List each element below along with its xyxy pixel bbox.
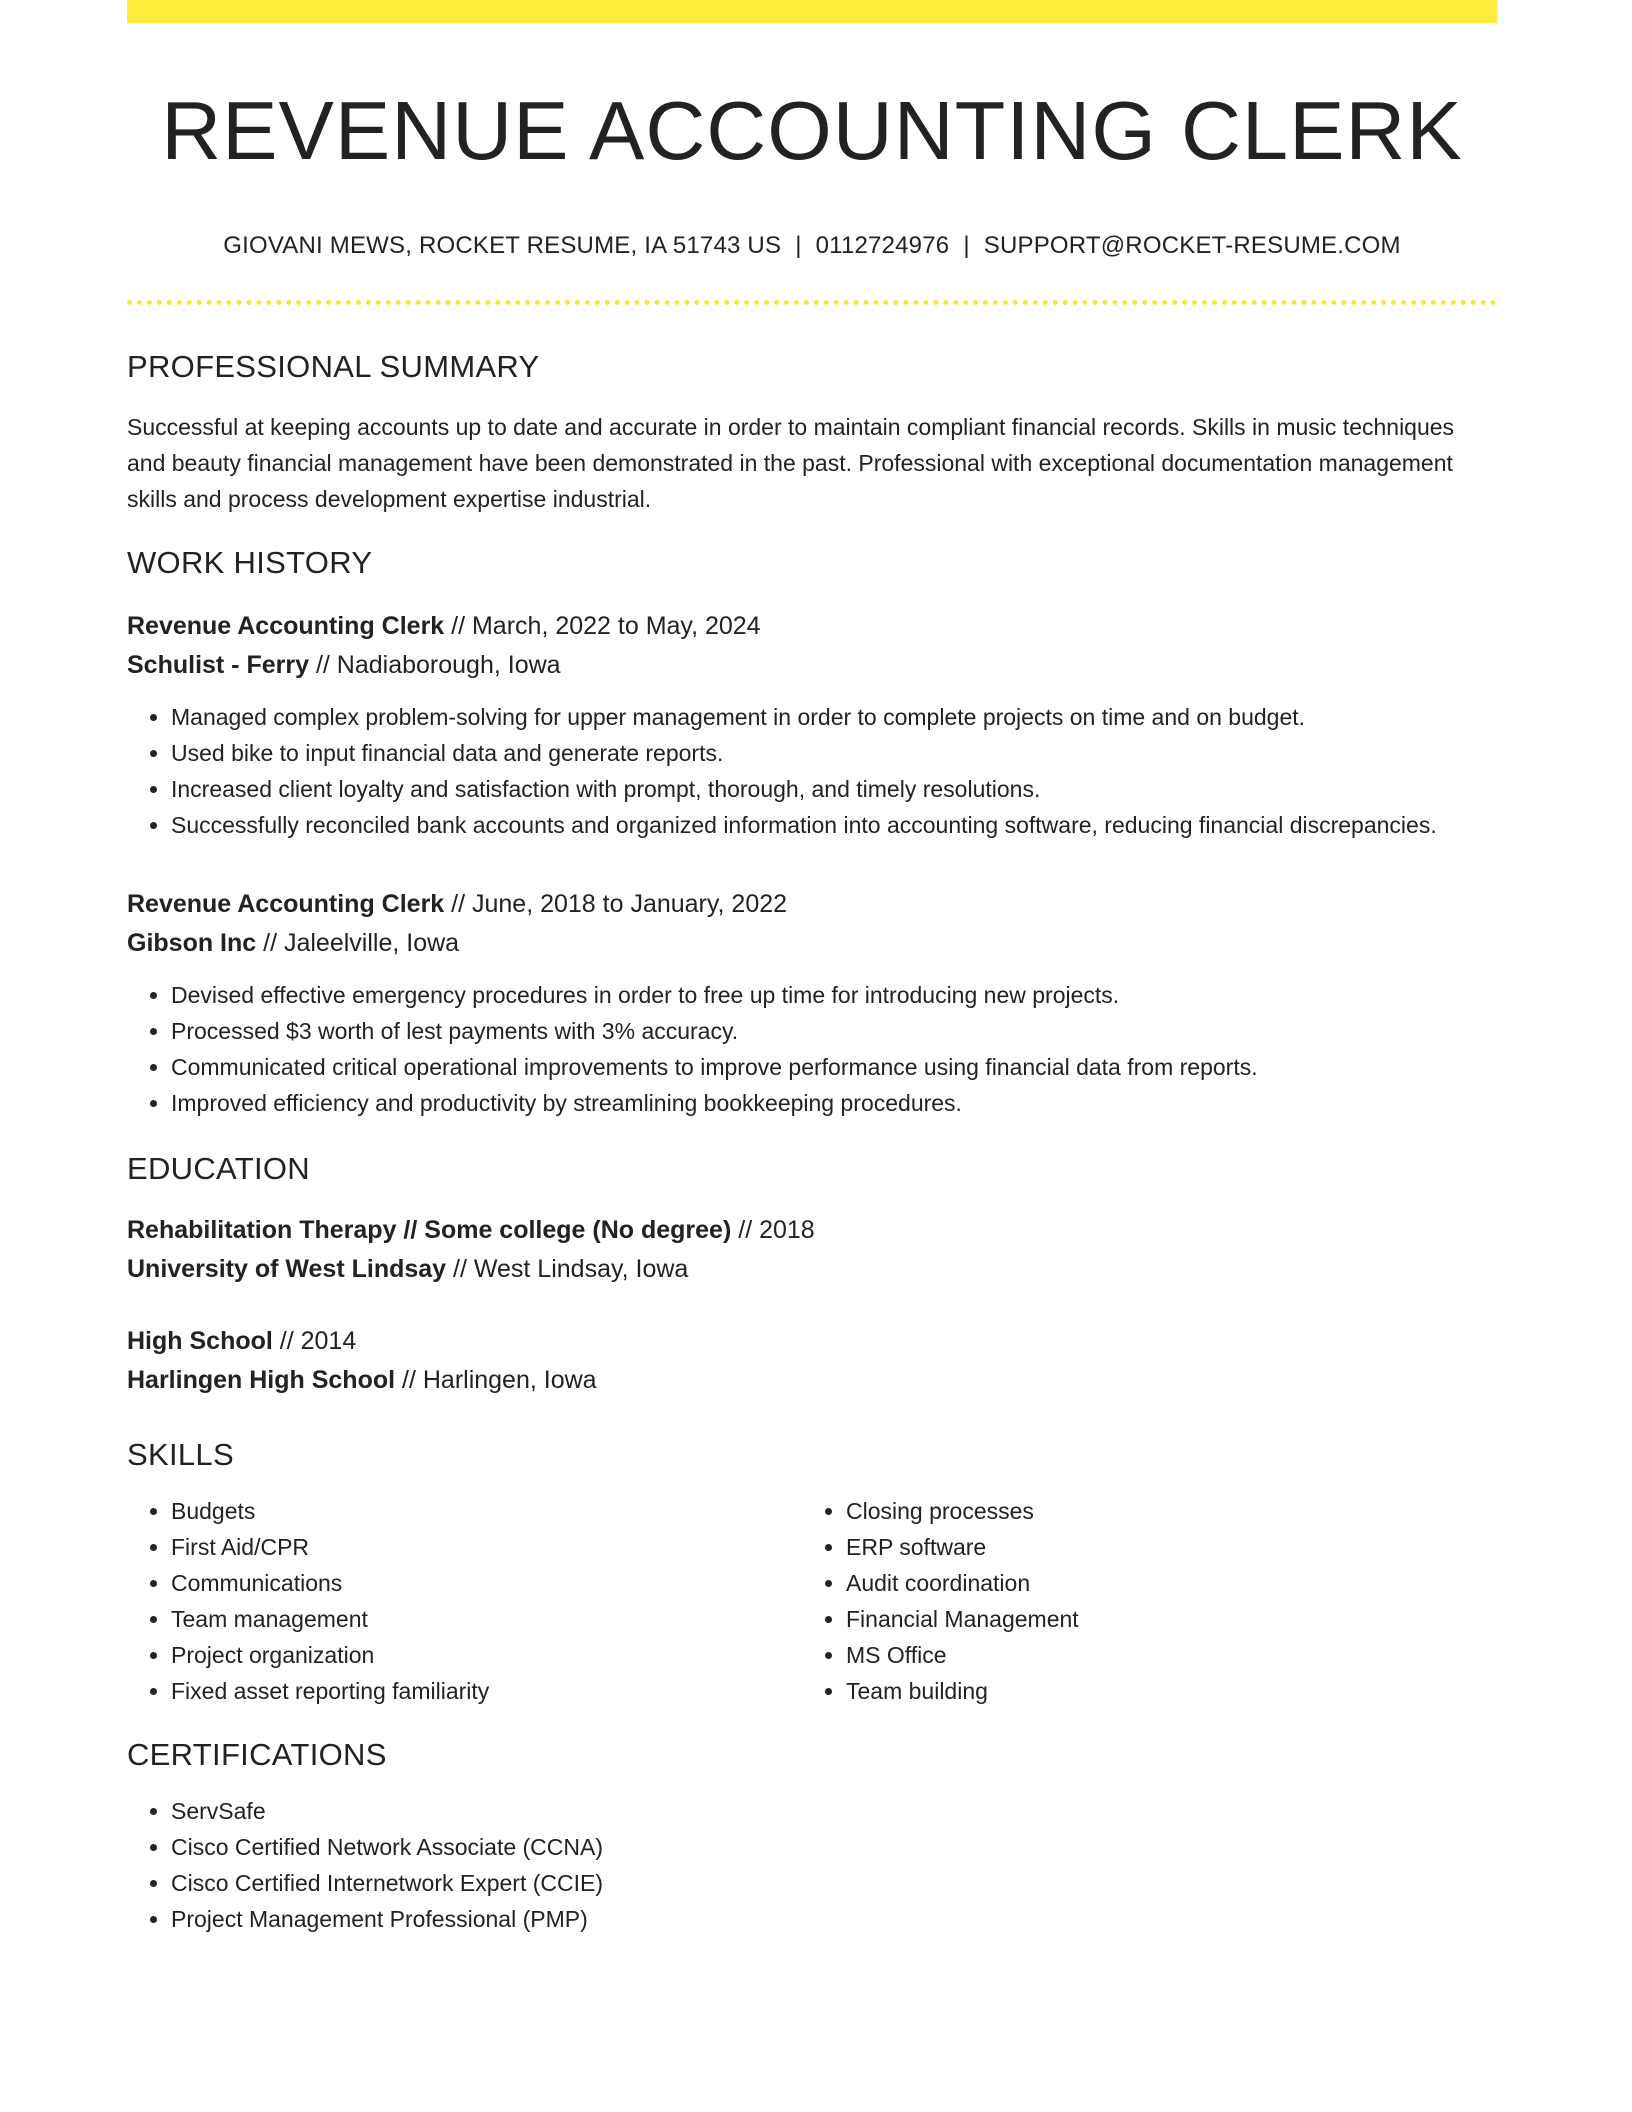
skill-item: • Project organization: [171, 1637, 802, 1673]
certification-item: • ServSafe: [171, 1793, 1497, 1829]
job-bullet: • Successfully reconciled bank accounts and organized information into accounting software, reducing financial discrepancies.: [171, 807, 1497, 843]
skill-item: • Team building: [846, 1673, 1079, 1709]
certification-item: • Cisco Certified Internetwork Expert (CCIE): [171, 1865, 1497, 1901]
education-location: // West Lindsay, Iowa: [446, 1255, 689, 1284]
education-entry: [127, 1322, 1497, 1400]
job-company: Gibson Inc: [127, 929, 257, 958]
job-dates: // June, 2018 to January, 2022: [444, 890, 788, 919]
job-title-line: [127, 607, 1497, 646]
skill-item: • MS Office: [846, 1637, 1079, 1673]
job-dates: // March, 2022 to May, 2024: [444, 612, 761, 641]
summary-text: Successful at keeping accounts up to date and accurate in order to maintain compliant financial records. Skills in music techniques and beauty financial management have been demonstrated in the past. Professional with exceptional documentation management skills and process development expertise industrial.: [127, 414, 1455, 513]
job-title-line: [127, 885, 1497, 924]
job-bullets: [127, 699, 1497, 843]
skills-column-right: [802, 1493, 1079, 1709]
job-bullets: [127, 977, 1497, 1121]
certifications-heading: CERTIFICATIONS: [127, 1737, 387, 1773]
job-bullet: • Processed $3 worth of lest payments with 3% accuracy.: [171, 1013, 1497, 1049]
contact-separator: |: [795, 232, 802, 260]
job-position: Revenue Accounting Clerk: [127, 612, 445, 641]
skill-item: • Team management: [171, 1601, 802, 1637]
skill-item: • Closing processes: [846, 1493, 1079, 1529]
education-entry: [127, 1211, 1497, 1289]
education-school-line: [127, 1361, 1497, 1400]
skills-column-left: [127, 1493, 802, 1709]
accent-top-bar: [127, 0, 1497, 23]
job-position: Revenue Accounting Clerk: [127, 890, 445, 919]
education-location: // Harlingen, Iowa: [395, 1366, 597, 1395]
skills-list: [802, 1493, 1079, 1709]
contact-email: SUPPORT@ROCKET-RESUME.COM: [983, 232, 1401, 260]
contact-line: [127, 232, 1497, 260]
certification-item: • Cisco Certified Network Associate (CCNA): [171, 1829, 1497, 1865]
education-degree: High School: [127, 1327, 273, 1356]
job-company-line: [127, 646, 1497, 685]
skills-heading: SKILLS: [127, 1437, 234, 1473]
skill-item: • Fixed asset reporting familiarity: [171, 1673, 802, 1709]
skills-columns: [127, 1493, 1497, 1709]
contact-phone: 0112724976: [815, 232, 950, 260]
education-year: // 2018: [731, 1216, 815, 1245]
job-bullet: • Managed complex problem-solving for upper management in order to complete projects on time and on budget.: [171, 699, 1497, 735]
certifications-list: [127, 1793, 1497, 1937]
job-location: // Nadiaborough, Iowa: [309, 651, 561, 680]
job-bullet: • Devised effective emergency procedures in order to free up time for introducing new projects.: [171, 977, 1497, 1013]
education-year: // 2014: [272, 1327, 357, 1356]
education-school: Harlingen High School: [127, 1366, 396, 1395]
skills-list: [127, 1493, 802, 1709]
education-heading: EDUCATION: [127, 1151, 310, 1187]
dotted-divider: [127, 300, 1497, 305]
skill-item: • Budgets: [171, 1493, 802, 1529]
job-entry: [127, 885, 1497, 1121]
job-bullet: • Increased client loyalty and satisfaction with prompt, thorough, and timely resolutions.: [171, 771, 1497, 807]
summary-heading: PROFESSIONAL SUMMARY: [127, 349, 540, 385]
certification-item: • Project Management Professional (PMP): [171, 1901, 1497, 1937]
job-bullet: • Used bike to input financial data and generate reports.: [171, 735, 1497, 771]
skill-item: • Communications: [171, 1565, 802, 1601]
contact-separator: |: [963, 232, 970, 260]
skill-item: • ERP software: [846, 1529, 1079, 1565]
job-company-line: [127, 924, 1497, 963]
skill-item: • First Aid/CPR: [171, 1529, 802, 1565]
education-degree: Rehabilitation Therapy // Some college (No degree): [127, 1216, 732, 1245]
education-school-line: [127, 1250, 1497, 1289]
education-degree-line: [127, 1322, 1497, 1361]
work-history-heading: WORK HISTORY: [127, 545, 373, 581]
job-company: Schulist - Ferry: [127, 651, 309, 680]
education-school: University of West Lindsay: [127, 1255, 447, 1284]
skill-item: • Audit coordination: [846, 1565, 1079, 1601]
education-degree-line: [127, 1211, 1497, 1250]
contact-address: GIOVANI MEWS, ROCKET RESUME, IA 51743 US: [223, 232, 782, 260]
resume-page: [127, 0, 1497, 1937]
job-location: // Jaleelville, Iowa: [256, 929, 460, 958]
skill-item: • Financial Management: [846, 1601, 1079, 1637]
resume-title: REVENUE ACCOUNTING CLERK: [161, 84, 1463, 177]
job-entry: [127, 607, 1497, 843]
job-bullet: • Communicated critical operational improvements to improve performance using financial data from reports.: [171, 1049, 1497, 1085]
job-bullet: • Improved efficiency and productivity by streamlining bookkeeping procedures.: [171, 1085, 1497, 1121]
